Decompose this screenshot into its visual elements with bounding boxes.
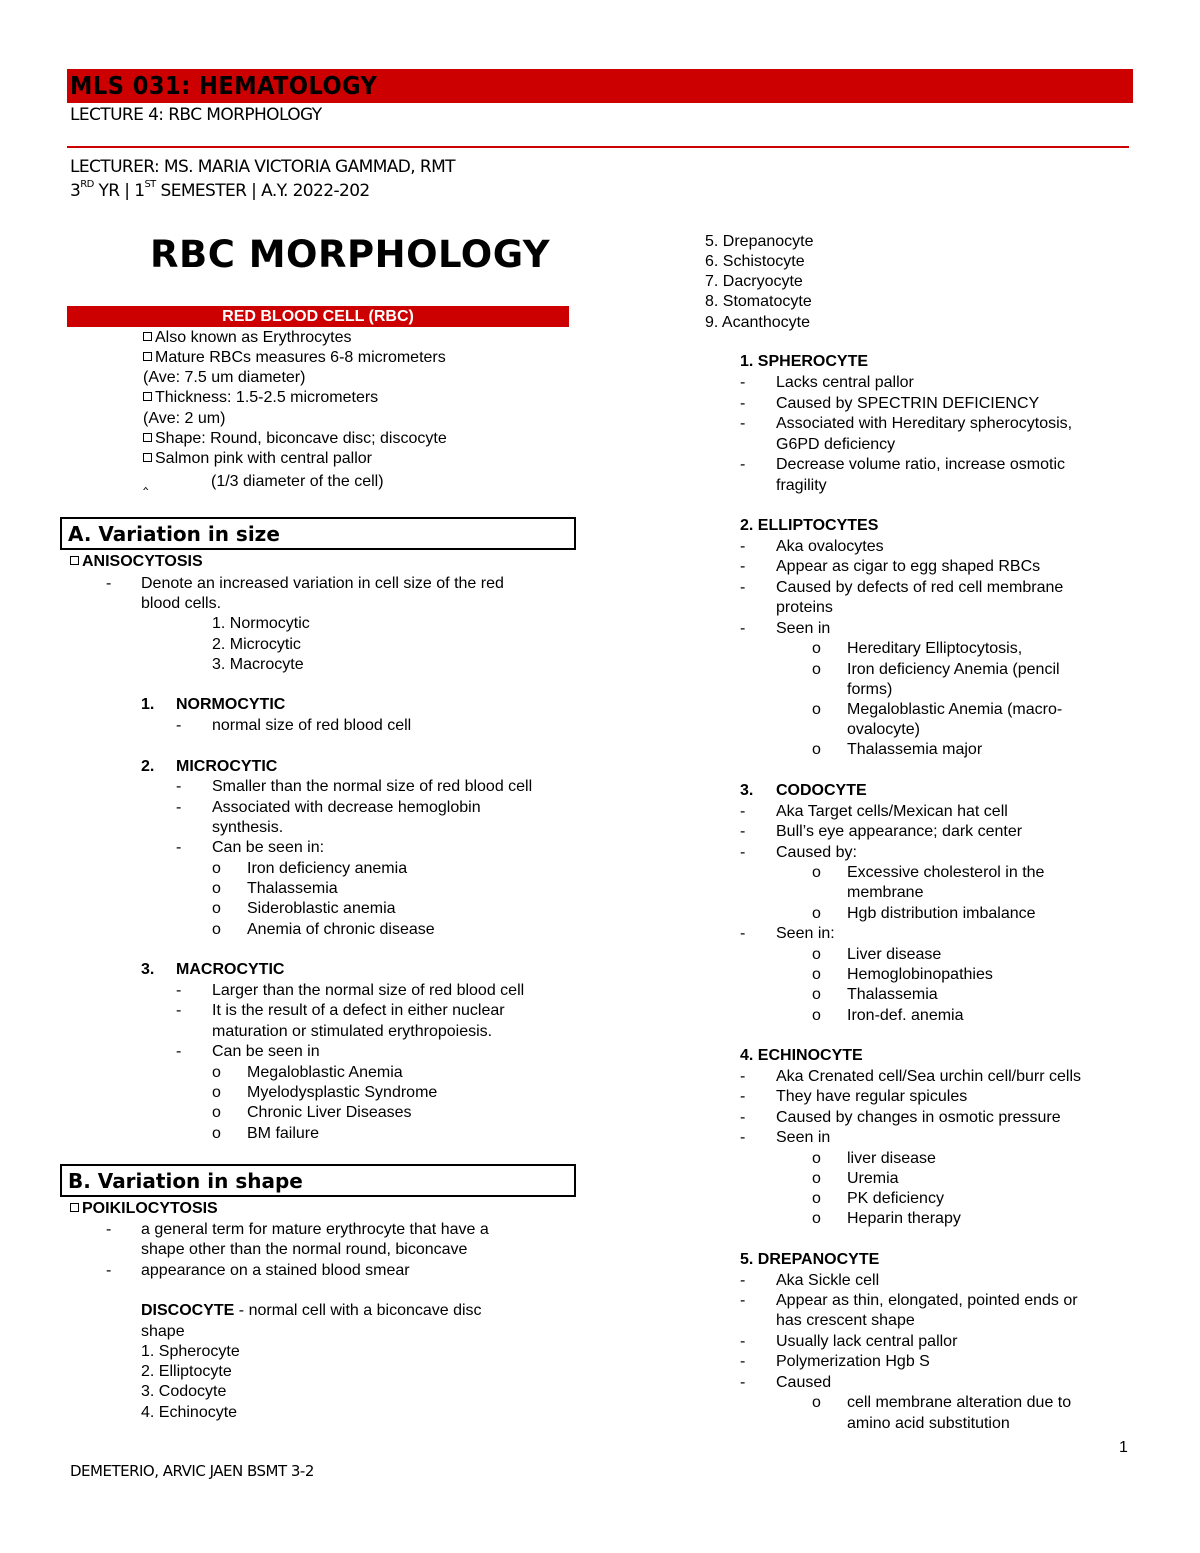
list-item: - xyxy=(176,1043,182,1060)
section-b-heading: B. Variation in shape xyxy=(60,1164,576,1197)
list-item: Sideroblastic anemia xyxy=(247,900,396,917)
list-item: o xyxy=(812,946,821,963)
rbc-line: (Ave: 2 um) xyxy=(143,410,226,427)
list-item: Myelodysplastic Syndrome xyxy=(247,1084,438,1101)
list-item: o xyxy=(812,741,821,758)
list-item: - xyxy=(176,1002,182,1019)
list-item: normal size of red blood cell xyxy=(212,717,412,734)
list-item: 8. Stomatocyte xyxy=(705,293,812,310)
list-item: Caused by changes in osmotic pressure xyxy=(776,1109,1061,1126)
course-title: MLS 031: HEMATOLOGY xyxy=(70,71,378,100)
list-item: 5. Drepanocyte xyxy=(705,233,814,250)
list-item: Megaloblastic Anemia xyxy=(247,1064,403,1081)
rbc-line: (Ave: 7.5 um diameter) xyxy=(143,369,306,386)
list-item: Caused by SPECTRIN DEFICIENCY xyxy=(776,395,1040,412)
anisocytosis-def: blood cells. xyxy=(141,595,222,612)
list-item: 2. Microcytic xyxy=(212,636,301,653)
list-item: membrane xyxy=(847,884,924,901)
list-item: o xyxy=(812,905,821,922)
footer-author: DEMETERIO, ARVIC JAEN BSMT 3-2 xyxy=(70,1462,314,1480)
poikilocytosis-term: POIKILOCYTOSIS xyxy=(70,1199,218,1219)
echinocyte-heading: 4. ECHINOCYTE xyxy=(740,1047,863,1064)
list-item: Aka Sickle cell xyxy=(776,1272,880,1289)
list-item: Iron-def. anemia xyxy=(847,1007,964,1024)
list-item: - xyxy=(176,839,182,856)
list-item: - xyxy=(740,1129,746,1146)
list-item: o xyxy=(212,860,221,877)
list-item: - xyxy=(740,579,746,596)
list-item: Decrease volume ratio, increase osmotic xyxy=(776,456,1066,473)
list-item: Usually lack central pallor xyxy=(776,1333,958,1350)
list-item: o xyxy=(812,864,821,881)
list-item: Associated with decrease hemoglobin xyxy=(212,799,481,816)
list-item: Caused xyxy=(776,1374,832,1391)
list-item: o xyxy=(812,640,821,657)
list-item: PK deficiency xyxy=(847,1190,944,1207)
list-item: o xyxy=(812,701,821,718)
macrocytic-num: 3. xyxy=(141,961,155,978)
list-item: Appear as thin, elongated, pointed ends or xyxy=(776,1292,1078,1309)
list-item: Larger than the normal size of red blood cell xyxy=(212,982,525,999)
list-item: 7. Dacryocyte xyxy=(705,273,803,290)
list-item: - xyxy=(740,620,746,637)
list-item: o xyxy=(212,1084,221,1101)
list-item: - xyxy=(740,823,746,840)
list-item: proteins xyxy=(776,599,833,616)
list-item: appearance on a stained blood smear xyxy=(141,1262,410,1279)
list-item: BM failure xyxy=(247,1125,320,1142)
header-divider xyxy=(67,146,1129,148)
list-item: - xyxy=(106,1262,112,1279)
anisocytosis-def: Denote an increased variation in cell size of the red xyxy=(141,575,504,592)
rbc-line: Salmon pink with central pallor xyxy=(143,449,372,469)
list-item: 2. Elliptocyte xyxy=(141,1363,232,1380)
list-item: cell membrane alteration due to xyxy=(847,1394,1072,1411)
list-item: - xyxy=(740,558,746,575)
rbc-line: Mature RBCs measures 6-8 micrometers xyxy=(143,348,446,368)
list-item: Hereditary Elliptocytosis, xyxy=(847,640,1023,657)
list-item: - xyxy=(740,803,746,820)
rbc-line: ‸ (1/3 diameter of the cell) xyxy=(143,473,384,490)
list-item: o xyxy=(812,1394,821,1411)
list-item: forms) xyxy=(847,681,893,698)
list-item: o xyxy=(812,1210,821,1227)
list-item: Aka Target cells/Mexican hat cell xyxy=(776,803,1008,820)
list-item: o xyxy=(812,986,821,1003)
list-item: - xyxy=(740,415,746,432)
page-title: RBC MORPHOLOGY xyxy=(150,233,551,276)
list-item: o xyxy=(212,921,221,938)
list-item: o xyxy=(212,1104,221,1121)
list-item: Bull’s eye appearance; dark center xyxy=(776,823,1023,840)
list-item: Seen in xyxy=(776,620,831,637)
list-item: - xyxy=(740,395,746,412)
list-item: ovalocyte) xyxy=(847,721,920,738)
list-item: Heparin therapy xyxy=(847,1210,961,1227)
list-item: o xyxy=(812,661,821,678)
list-item: Caused by: xyxy=(776,844,857,861)
list-item: o xyxy=(212,1125,221,1142)
normocytic-num: 1. xyxy=(141,696,155,713)
list-item: It is the result of a defect in either nuclear xyxy=(212,1002,505,1019)
elliptocytes-heading: 2. ELLIPTOCYTES xyxy=(740,517,879,534)
list-item: - xyxy=(740,1068,746,1085)
rbc-heading: RED BLOOD CELL (RBC) xyxy=(67,306,569,327)
list-item: Aka Crenated cell/Sea urchin cell/burr cells xyxy=(776,1068,1082,1085)
list-item: liver disease xyxy=(847,1150,936,1167)
discocyte-def: shape xyxy=(141,1323,185,1340)
list-item: fragility xyxy=(776,477,827,494)
list-item: Iron deficiency Anemia (pencil xyxy=(847,661,1060,678)
list-item: o xyxy=(812,1007,821,1024)
list-item: 4. Echinocyte xyxy=(141,1404,238,1421)
list-item: - xyxy=(740,1333,746,1350)
list-item: - xyxy=(176,982,182,999)
list-item: G6PD deficiency xyxy=(776,436,896,453)
section-a-heading: A. Variation in size xyxy=(60,517,576,550)
microcytic-num: 2. xyxy=(141,758,155,775)
macrocytic-heading: MACROCYTIC xyxy=(176,961,285,978)
list-item: Caused by defects of red cell membrane xyxy=(776,579,1064,596)
list-item: They have regular spicules xyxy=(776,1088,968,1105)
microcytic-heading: MICROCYTIC xyxy=(176,758,278,775)
list-item: Appear as cigar to egg shaped RBCs xyxy=(776,558,1041,575)
list-item: Chronic Liver Diseases xyxy=(247,1104,412,1121)
page-number: 1 xyxy=(1119,1439,1128,1456)
list-item: - xyxy=(740,1374,746,1391)
list-item: - xyxy=(106,575,112,592)
list-item: Aka ovalocytes xyxy=(776,538,884,555)
list-item: 6. Schistocyte xyxy=(705,253,805,270)
list-item: o xyxy=(812,966,821,983)
codocyte-heading: CODOCYTE xyxy=(776,782,867,799)
list-item: - xyxy=(740,374,746,391)
list-item: o xyxy=(812,1190,821,1207)
spherocyte-heading: 1. SPHEROCYTE xyxy=(740,353,869,370)
list-item: - xyxy=(176,799,182,816)
list-item: - xyxy=(106,1221,112,1238)
list-item: o xyxy=(812,1150,821,1167)
list-item: Polymerization Hgb S xyxy=(776,1353,930,1370)
list-item: amino acid substitution xyxy=(847,1415,1010,1432)
list-item: Iron deficiency anemia xyxy=(247,860,408,877)
list-item: - xyxy=(740,456,746,473)
list-item: Excessive cholesterol in the xyxy=(847,864,1045,881)
lecture-title: LECTURE 4: RBC MORPHOLOGY xyxy=(70,105,322,125)
normocytic-heading: NORMOCYTIC xyxy=(176,696,286,713)
lecturer-line: LECTURER: MS. MARIA VICTORIA GAMMAD, RMT xyxy=(70,157,455,177)
list-item: maturation or stimulated erythropoiesis. xyxy=(212,1023,493,1040)
list-item: Can be seen in: xyxy=(212,839,325,856)
rbc-line: Thickness: 1.5-2.5 micrometers xyxy=(143,388,378,408)
list-item: - xyxy=(176,778,182,795)
list-item: Uremia xyxy=(847,1170,899,1187)
list-item: Associated with Hereditary spherocytosis, xyxy=(776,415,1073,432)
list-item: shape other than the normal round, biconcave xyxy=(141,1241,468,1258)
list-item: Lacks central pallor xyxy=(776,374,914,391)
list-item: Liver disease xyxy=(847,946,942,963)
year-line: 3RD YR | 1ST SEMESTER | A.Y. 2022-202 xyxy=(70,179,370,201)
list-item: - xyxy=(740,1109,746,1126)
list-item: o xyxy=(212,1064,221,1081)
list-item: - xyxy=(176,717,182,734)
drepanocyte-heading: 5. DREPANOCYTE xyxy=(740,1251,880,1268)
list-item: synthesis. xyxy=(212,819,284,836)
list-item: Megaloblastic Anemia (macro- xyxy=(847,701,1063,718)
list-item: Can be seen in xyxy=(212,1043,320,1060)
list-item: o xyxy=(212,880,221,897)
list-item: Smaller than the normal size of red blood cell xyxy=(212,778,533,795)
list-item: - xyxy=(740,925,746,942)
list-item: 1. Spherocyte xyxy=(141,1343,240,1360)
list-item: Thalassemia xyxy=(247,880,338,897)
list-item: 9. Acanthocyte xyxy=(705,314,810,331)
rbc-line: Shape: Round, biconcave disc; discocyte xyxy=(143,429,447,449)
list-item: o xyxy=(212,900,221,917)
rbc-line: Also known as Erythrocytes xyxy=(143,328,352,348)
codocyte-num: 3. xyxy=(740,782,754,799)
list-item: Thalassemia major xyxy=(847,741,983,758)
list-item: - xyxy=(740,1292,746,1309)
list-item: 3. Macrocyte xyxy=(212,656,304,673)
list-item: Thalassemia xyxy=(847,986,938,1003)
list-item: - xyxy=(740,538,746,555)
list-item: Seen in: xyxy=(776,925,835,942)
list-item: 3. Codocyte xyxy=(141,1383,227,1400)
list-item: - xyxy=(740,1272,746,1289)
list-item: - xyxy=(740,1353,746,1370)
list-item: Hemoglobinopathies xyxy=(847,966,993,983)
discocyte-def: DISCOCYTE - normal cell with a biconcave disc xyxy=(141,1302,482,1319)
list-item: 1. Normocytic xyxy=(212,615,310,632)
list-item: - xyxy=(740,1088,746,1105)
list-item: Anemia of chronic disease xyxy=(247,921,435,938)
list-item: - xyxy=(740,844,746,861)
anisocytosis-term: ANISOCYTOSIS xyxy=(70,552,203,572)
list-item: o xyxy=(812,1170,821,1187)
list-item: Seen in xyxy=(776,1129,831,1146)
list-item: a general term for mature erythrocyte that have a xyxy=(141,1221,489,1238)
list-item: Hgb distribution imbalance xyxy=(847,905,1036,922)
list-item: has crescent shape xyxy=(776,1312,915,1329)
